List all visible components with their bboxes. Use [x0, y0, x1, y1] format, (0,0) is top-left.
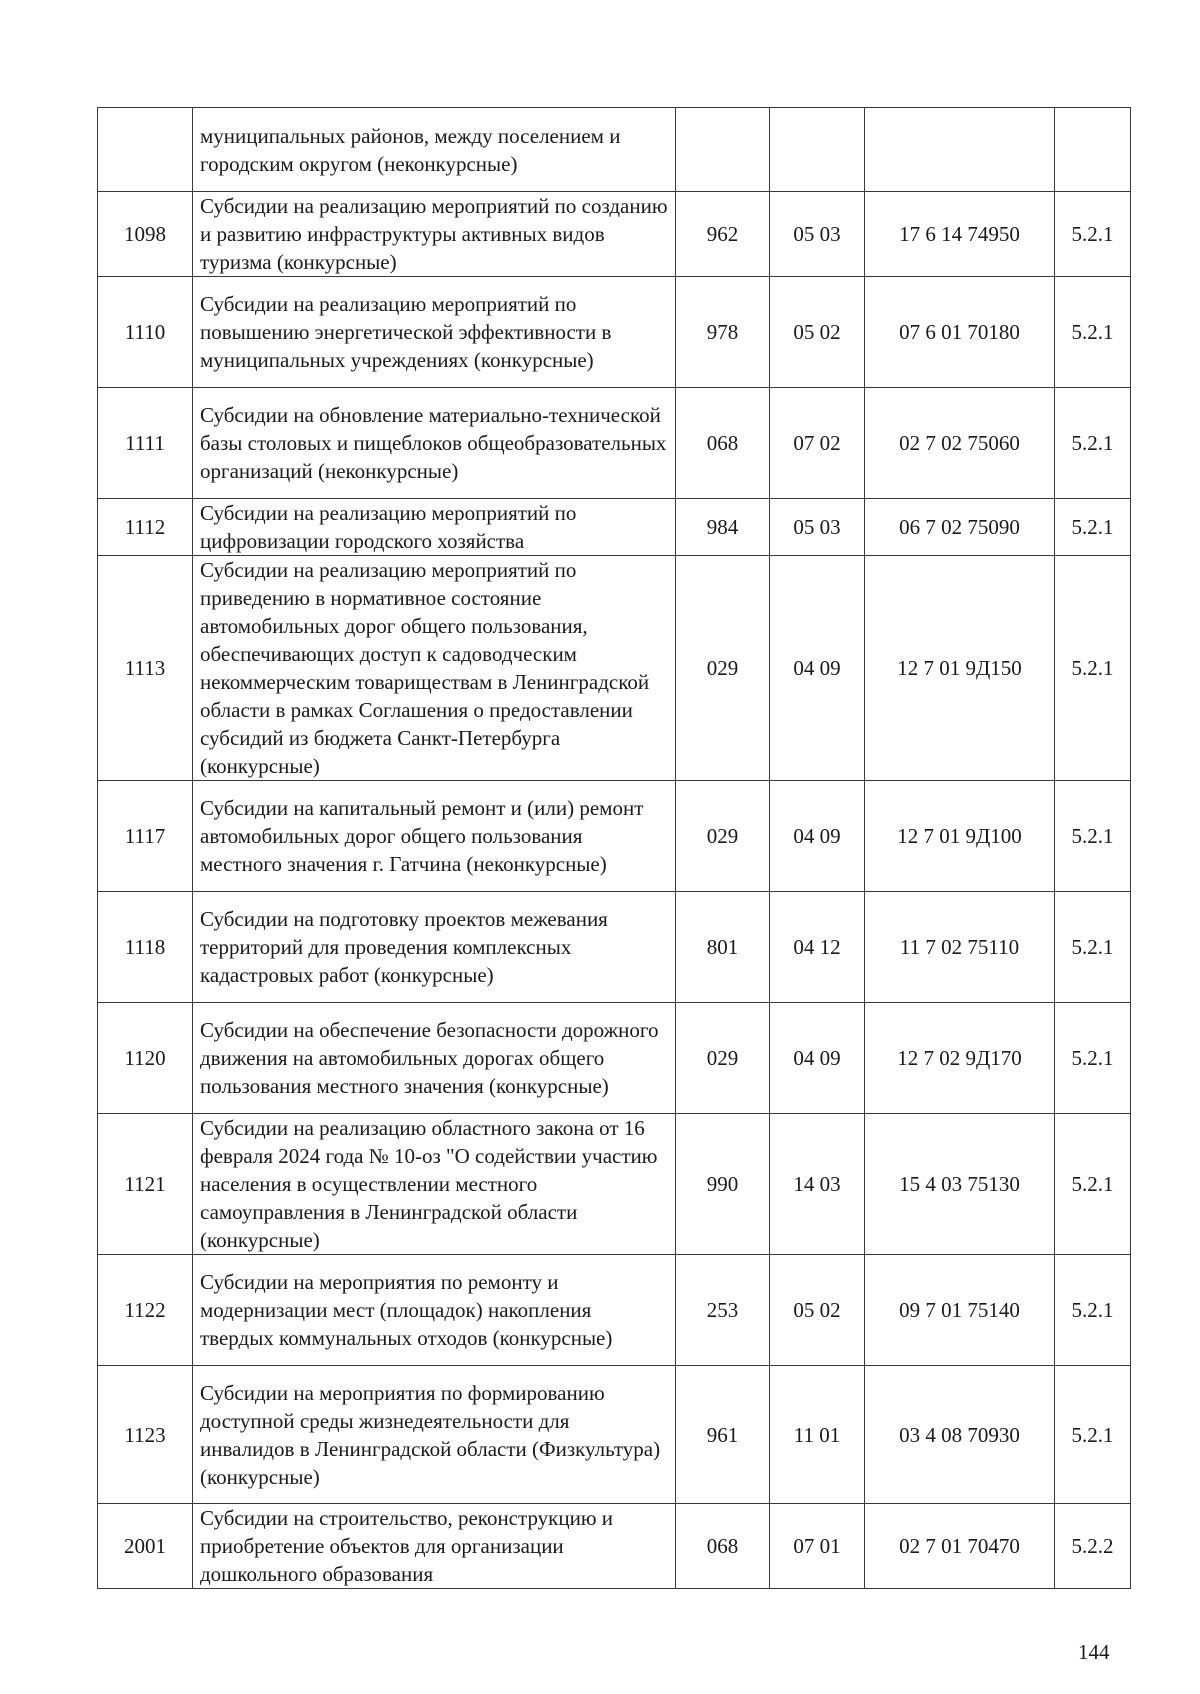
section-code-cell: 05 02 — [770, 1255, 865, 1366]
reference-cell: 5.2.1 — [1055, 277, 1131, 388]
row-number-cell: 1121 — [98, 1114, 193, 1255]
description-cell: Субсидии на обеспечение безопасности дорожного движения на автомобильных дорогах общего пользования местного значения (конкурсные) — [193, 1003, 676, 1114]
admin-code-cell: 801 — [676, 892, 770, 1003]
section-code-cell: 14 03 — [770, 1114, 865, 1255]
section-code-cell: 07 01 — [770, 1504, 865, 1589]
target-article-cell: 12 7 01 9Д150 — [865, 556, 1055, 781]
description-cell: Субсидии на обновление материально-технической базы столовых и пищеблоков общеобразовательных организаций (неконкурсные) — [193, 388, 676, 499]
description-cell: муниципальных районов, между поселением и городским округом (неконкурсные) — [193, 108, 676, 192]
target-article-cell: 03 4 08 70930 — [865, 1366, 1055, 1504]
target-article-cell: 12 7 01 9Д100 — [865, 781, 1055, 892]
target-article-cell: 15 4 03 75130 — [865, 1114, 1055, 1255]
admin-code-cell — [676, 108, 770, 192]
admin-code-cell: 068 — [676, 388, 770, 499]
row-number-cell: 1117 — [98, 781, 193, 892]
section-code-cell: 11 01 — [770, 1366, 865, 1504]
description-cell: Субсидии на реализацию мероприятий по цифровизации городского хозяйства — [193, 499, 676, 556]
reference-cell: 5.2.1 — [1055, 499, 1131, 556]
row-number-cell: 1120 — [98, 1003, 193, 1114]
section-code-cell: 05 03 — [770, 192, 865, 277]
reference-cell: 5.2.1 — [1055, 1255, 1131, 1366]
section-code-cell — [770, 108, 865, 192]
section-code-cell: 04 09 — [770, 1003, 865, 1114]
target-article-cell: 06 7 02 75090 — [865, 499, 1055, 556]
admin-code-cell: 029 — [676, 781, 770, 892]
reference-cell: 5.2.1 — [1055, 192, 1131, 277]
page-number: 144 — [1078, 1640, 1110, 1664]
section-code-cell: 07 02 — [770, 388, 865, 499]
section-code-cell: 04 12 — [770, 892, 865, 1003]
row-number-cell: 1112 — [98, 499, 193, 556]
table-row — [98, 1003, 1131, 1114]
table-row — [98, 556, 1131, 781]
reference-cell: 5.2.1 — [1055, 1114, 1131, 1255]
reference-cell: 5.2.2 — [1055, 1504, 1131, 1589]
reference-cell: 5.2.1 — [1055, 1366, 1131, 1504]
admin-code-cell: 978 — [676, 277, 770, 388]
row-number-cell: 1123 — [98, 1366, 193, 1504]
description-cell: Субсидии на реализацию мероприятий по повышению энергетической эффективности в муниципальных учреждениях (конкурсные) — [193, 277, 676, 388]
table-row — [98, 499, 1131, 556]
table-row — [98, 277, 1131, 388]
row-number-cell: 1122 — [98, 1255, 193, 1366]
row-number-cell: 1118 — [98, 892, 193, 1003]
target-article-cell: 09 7 01 75140 — [865, 1255, 1055, 1366]
table-row — [98, 192, 1131, 277]
target-article-cell: 07 6 01 70180 — [865, 277, 1055, 388]
description-cell: Субсидии на строительство, реконструкцию и приобретение объектов для организации дошкольного образования — [193, 1504, 676, 1589]
row-number-cell: 1111 — [98, 388, 193, 499]
table-body — [98, 108, 1131, 1589]
admin-code-cell: 029 — [676, 1003, 770, 1114]
description-cell: Субсидии на мероприятия по формированию доступной среды жизнедеятельности для инвалидов в Ленинградской области (Физкультура) (конкурсные) — [193, 1366, 676, 1504]
table-row — [98, 1504, 1131, 1589]
table-row — [98, 781, 1131, 892]
table-row — [98, 108, 1131, 192]
description-cell: Субсидии на реализацию мероприятий по приведению в нормативное состояние автомобильных дорог общего пользования, обеспечивающих доступ к садоводческим некоммерческим товариществам в Ленинградской области в рамках Соглашения о предоставлении субсидий из бюджета Санкт-Петербурга (конкурсные) — [193, 556, 676, 781]
description-cell: Субсидии на капитальный ремонт и (или) ремонт автомобильных дорог общего пользования местного значения г. Гатчина (неконкурсные) — [193, 781, 676, 892]
reference-cell — [1055, 108, 1131, 192]
row-number-cell — [98, 108, 193, 192]
reference-cell: 5.2.1 — [1055, 556, 1131, 781]
reference-cell: 5.2.1 — [1055, 1003, 1131, 1114]
table-row — [98, 1114, 1131, 1255]
target-article-cell: 11 7 02 75110 — [865, 892, 1055, 1003]
admin-code-cell: 029 — [676, 556, 770, 781]
target-article-cell: 17 6 14 74950 — [865, 192, 1055, 277]
table-row — [98, 388, 1131, 499]
admin-code-cell: 068 — [676, 1504, 770, 1589]
table-row — [98, 892, 1131, 1003]
target-article-cell: 02 7 02 75060 — [865, 388, 1055, 499]
row-number-cell: 1110 — [98, 277, 193, 388]
admin-code-cell: 990 — [676, 1114, 770, 1255]
reference-cell: 5.2.1 — [1055, 781, 1131, 892]
target-article-cell: 02 7 01 70470 — [865, 1504, 1055, 1589]
row-number-cell: 1098 — [98, 192, 193, 277]
description-cell: Субсидии на мероприятия по ремонту и модернизации мест (площадок) накопления твердых коммунальных отходов (конкурсные) — [193, 1255, 676, 1366]
admin-code-cell: 984 — [676, 499, 770, 556]
reference-cell: 5.2.1 — [1055, 388, 1131, 499]
description-cell: Субсидии на реализацию областного закона от 16 февраля 2024 года № 10-оз "О содействии участию населения в осуществлении местного самоуправления в Ленинградской области (конкурсные) — [193, 1114, 676, 1255]
table-row — [98, 1366, 1131, 1504]
admin-code-cell: 962 — [676, 192, 770, 277]
section-code-cell: 05 02 — [770, 277, 865, 388]
section-code-cell: 05 03 — [770, 499, 865, 556]
row-number-cell: 1113 — [98, 556, 193, 781]
table-row — [98, 1255, 1131, 1366]
section-code-cell: 04 09 — [770, 556, 865, 781]
reference-cell: 5.2.1 — [1055, 892, 1131, 1003]
description-cell: Субсидии на подготовку проектов межевания территорий для проведения комплексных кадастровых работ (конкурсные) — [193, 892, 676, 1003]
admin-code-cell: 253 — [676, 1255, 770, 1366]
row-number-cell: 2001 — [98, 1504, 193, 1589]
description-cell: Субсидии на реализацию мероприятий по созданию и развитию инфраструктуры активных видов туризма (конкурсные) — [193, 192, 676, 277]
target-article-cell: 12 7 02 9Д170 — [865, 1003, 1055, 1114]
target-article-cell — [865, 108, 1055, 192]
admin-code-cell: 961 — [676, 1366, 770, 1504]
section-code-cell: 04 09 — [770, 781, 865, 892]
subsidies-table — [97, 107, 1131, 1589]
